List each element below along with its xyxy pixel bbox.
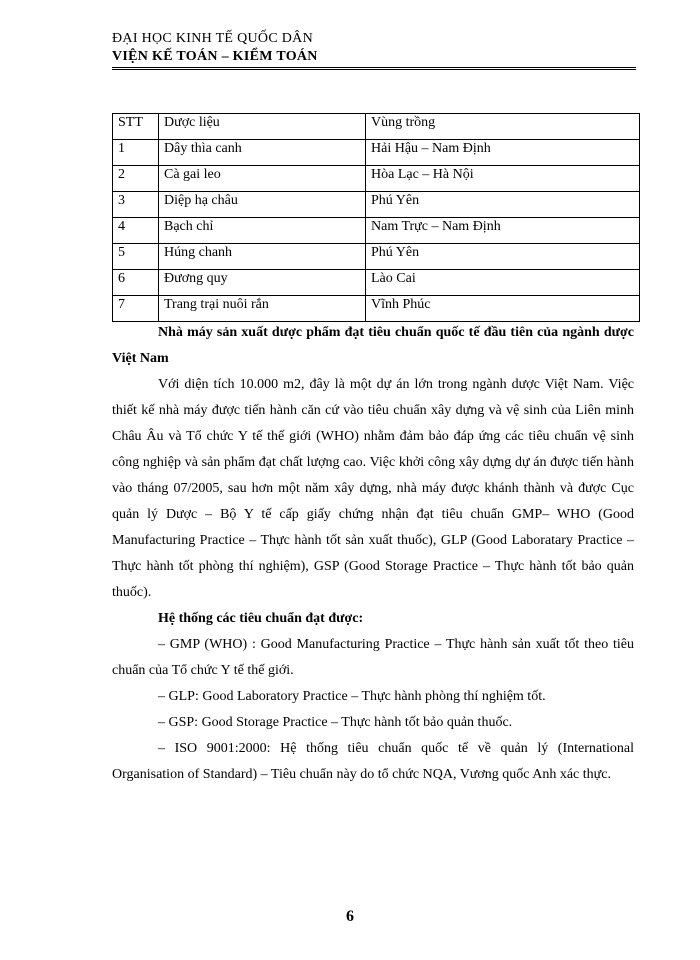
herb-region-table bbox=[112, 113, 640, 322]
table-row bbox=[113, 140, 640, 166]
section-heading-standards: Hệ thống các tiêu chuẩn đạt được: bbox=[158, 611, 364, 626]
cell-herb: Đương quy bbox=[159, 270, 366, 296]
cell-region: Hòa Lạc – Hà Nội bbox=[366, 166, 640, 192]
table-row bbox=[113, 244, 640, 270]
table-row bbox=[113, 166, 640, 192]
cell-region: Hải Hậu – Nam Định bbox=[366, 140, 640, 166]
cell-region: Phú Yên bbox=[366, 192, 640, 218]
header-herb: Dược liệu bbox=[159, 114, 366, 140]
table-row bbox=[113, 270, 640, 296]
cell-herb: Cà gai leo bbox=[159, 166, 366, 192]
cell-region: Nam Trực – Nam Định bbox=[366, 218, 640, 244]
cell-herb: Trang trại nuôi rắn bbox=[159, 296, 366, 322]
cell-region: Phú Yên bbox=[366, 244, 640, 270]
section-heading-factory: Nhà máy sản xuất dược phẩm đạt tiêu chuẩn quốc tế đầu tiên của ngành dược Việt Nam bbox=[112, 325, 634, 366]
cell-herb: Bạch chỉ bbox=[159, 218, 366, 244]
list-item-gsp: – GSP: Good Storage Practice – Thực hành tốt bảo quản thuốc. bbox=[158, 715, 513, 730]
cell-stt: 6 bbox=[113, 270, 159, 296]
cell-region: Vĩnh Phúc bbox=[366, 296, 640, 322]
cell-stt: 7 bbox=[113, 296, 159, 322]
cell-region: Lào Cai bbox=[366, 270, 640, 296]
header-divider bbox=[112, 67, 636, 70]
table-row bbox=[113, 218, 640, 244]
cell-herb: Diệp hạ châu bbox=[159, 192, 366, 218]
cell-stt: 3 bbox=[113, 192, 159, 218]
page-header bbox=[112, 30, 636, 66]
table-row bbox=[113, 296, 640, 322]
table-row bbox=[113, 192, 640, 218]
cell-stt: 2 bbox=[113, 166, 159, 192]
header-institute: VIỆN KẾ TOÁN – KIỂM TOÁN bbox=[112, 49, 318, 64]
cell-herb: Dây thìa canh bbox=[159, 140, 366, 166]
cell-herb: Húng chanh bbox=[159, 244, 366, 270]
list-item-gmp: – GMP (WHO) : Good Manufacturing Practice – Thực hành sản xuất tốt theo tiêu chuẩn của Tổ chức Y tế thế giới. bbox=[112, 637, 634, 678]
page-number: 6 bbox=[346, 908, 354, 925]
list-item-iso: – ISO 9001:2000: Hệ thống tiêu chuẩn quốc tế về quản lý (International Organisation of Standard) – Tiêu chuẩn này do tổ chức NQA, Vương quốc Anh xác thực. bbox=[112, 741, 634, 782]
body-content bbox=[112, 320, 634, 788]
cell-stt: 1 bbox=[113, 140, 159, 166]
paragraph-factory: Với diện tích 10.000 m2, đây là một dự án lớn trong ngành dược Việt Nam. Việc thiết kế nhà máy được tiến hành căn cứ vào tiêu chuẩn xây dựng và vệ sinh của Liên minh Châu Âu và Tổ chức Y tế thế giới (WHO) nhằm đảm bảo đáp ứng các tiêu chuẩn vệ sinh công nghiệp và sản phẩm đạt chất lượng cao. Việc khởi công xây dựng dự án được tiến hành vào tháng 07/2005, sau hơn một năm xây dựng, nhà máy được khánh thành và được Cục quản lý Dược – Bộ Y tế cấp giấy chứng nhận đạt tiêu chuẩn GMP– WHO (Good Manufacturing Practice – Thực hành tốt sản xuất thuốc), GLP (Good Laboratary Practice – Thực hành tốt phòng thí nghiệm), GSP (Good Storage Practice – Thực hành tốt bảo quản thuốc). bbox=[112, 377, 634, 600]
cell-stt: 5 bbox=[113, 244, 159, 270]
header-region: Vùng trồng bbox=[366, 114, 640, 140]
list-item-glp: – GLP: Good Laboratory Practice – Thực hành phòng thí nghiệm tốt. bbox=[158, 689, 546, 704]
cell-stt: 4 bbox=[113, 218, 159, 244]
header-university: ĐẠI HỌC KINH TẾ QUỐC DÂN bbox=[112, 31, 313, 46]
header-stt: STT bbox=[113, 114, 159, 140]
table-header-row bbox=[113, 114, 640, 140]
